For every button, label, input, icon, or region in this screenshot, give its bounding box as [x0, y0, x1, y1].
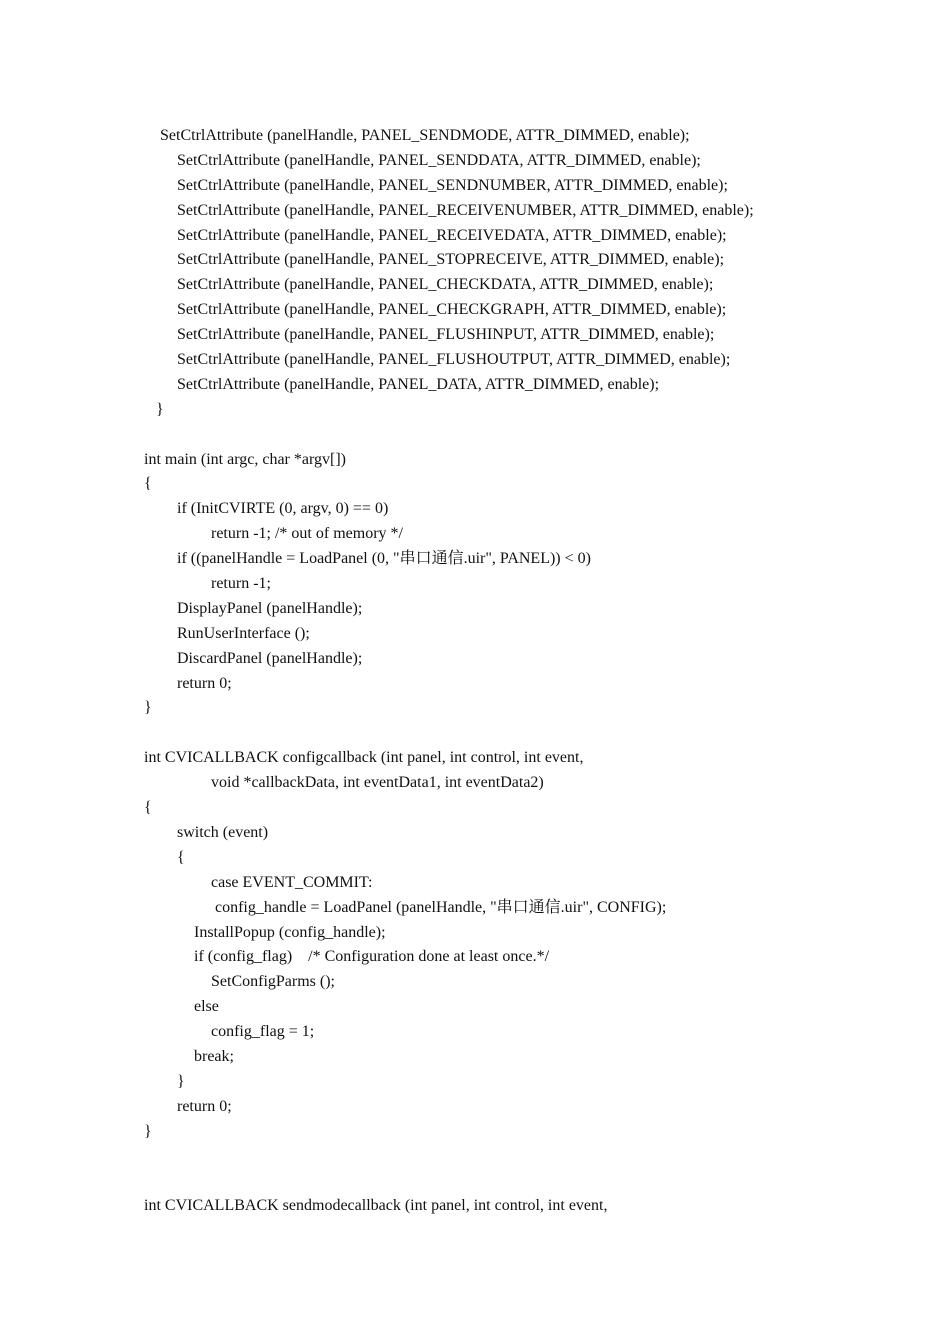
code-line: return -1;: [211, 575, 271, 593]
code-line: SetCtrlAttribute (panelHandle, PANEL_RECEIVENUMBER, ATTR_DIMMED, enable);: [177, 201, 754, 219]
code-line: void *callbackData, int eventData1, int eventData2): [211, 774, 544, 792]
code-line: break;: [194, 1047, 234, 1065]
code-line: if (config_flag) /* Configuration done at least once.*/: [194, 948, 550, 966]
code-line: {: [177, 848, 185, 866]
code-line: return 0;: [177, 674, 232, 692]
blank-line: [144, 1169, 904, 1194]
blank-line: [144, 1145, 904, 1170]
code-line: SetConfigParms ();: [211, 973, 335, 991]
code-line: DiscardPanel (panelHandle);: [177, 649, 363, 667]
code-line: {: [144, 475, 152, 493]
code-line: SetCtrlAttribute (panelHandle, PANEL_FLUSHINPUT, ATTR_DIMMED, enable);: [177, 326, 715, 344]
code-line: SetCtrlAttribute (panelHandle, PANEL_CHECKDATA, ATTR_DIMMED, enable);: [177, 276, 714, 294]
code-line: }: [177, 1072, 185, 1090]
code-line: DisplayPanel (panelHandle);: [177, 599, 363, 617]
code-line: RunUserInterface ();: [177, 624, 310, 642]
code-line: if (InitCVIRTE (0, argv, 0) == 0): [177, 500, 389, 518]
code-listing: [144, 124, 904, 1219]
code-line: SetCtrlAttribute (panelHandle, PANEL_CHECKGRAPH, ATTR_DIMMED, enable);: [177, 301, 727, 319]
code-line: SetCtrlAttribute (panelHandle, PANEL_SENDMODE, ATTR_DIMMED, enable);: [160, 127, 690, 144]
code-line: int CVICALLBACK configcallback (int panel, int control, int event,: [144, 749, 584, 767]
code-line: SetCtrlAttribute (panelHandle, PANEL_DATA, ATTR_DIMMED, enable);: [177, 375, 660, 393]
blank-line: [144, 721, 904, 746]
code-line: }: [144, 1122, 152, 1140]
code-line: int main (int argc, char *argv[]): [144, 450, 346, 468]
code-line: {: [144, 799, 152, 817]
code-line: case EVENT_COMMIT:: [211, 873, 373, 891]
code-line: SetCtrlAttribute (panelHandle, PANEL_SENDDATA, ATTR_DIMMED, enable);: [177, 151, 701, 169]
code-line: }: [144, 699, 152, 717]
code-line: return -1; /* out of memory */: [211, 525, 403, 543]
blank-line: [144, 423, 904, 448]
code-line: int CVICALLBACK sendmodecallback (int panel, int control, int event,: [144, 1197, 608, 1215]
code-line: SetCtrlAttribute (panelHandle, PANEL_SENDNUMBER, ATTR_DIMMED, enable);: [177, 176, 728, 194]
code-line: if ((panelHandle = LoadPanel (0, "串口通信.uir", PANEL)) < 0): [177, 550, 591, 568]
code-line: else: [194, 998, 219, 1016]
code-line: InstallPopup (config_handle);: [194, 923, 386, 941]
code-line: SetCtrlAttribute (panelHandle, PANEL_FLUSHOUTPUT, ATTR_DIMMED, enable);: [177, 351, 731, 369]
code-line: config_handle = LoadPanel (panelHandle, "串口通信.uir", CONFIG);: [215, 898, 667, 916]
code-line: }: [156, 400, 164, 418]
code-line: return 0;: [177, 1097, 232, 1115]
code-line: SetCtrlAttribute (panelHandle, PANEL_RECEIVEDATA, ATTR_DIMMED, enable);: [177, 226, 727, 244]
code-line: switch (event): [177, 823, 269, 841]
code-line: config_flag = 1;: [211, 1023, 315, 1041]
code-line: SetCtrlAttribute (panelHandle, PANEL_STOPRECEIVE, ATTR_DIMMED, enable);: [177, 251, 725, 269]
